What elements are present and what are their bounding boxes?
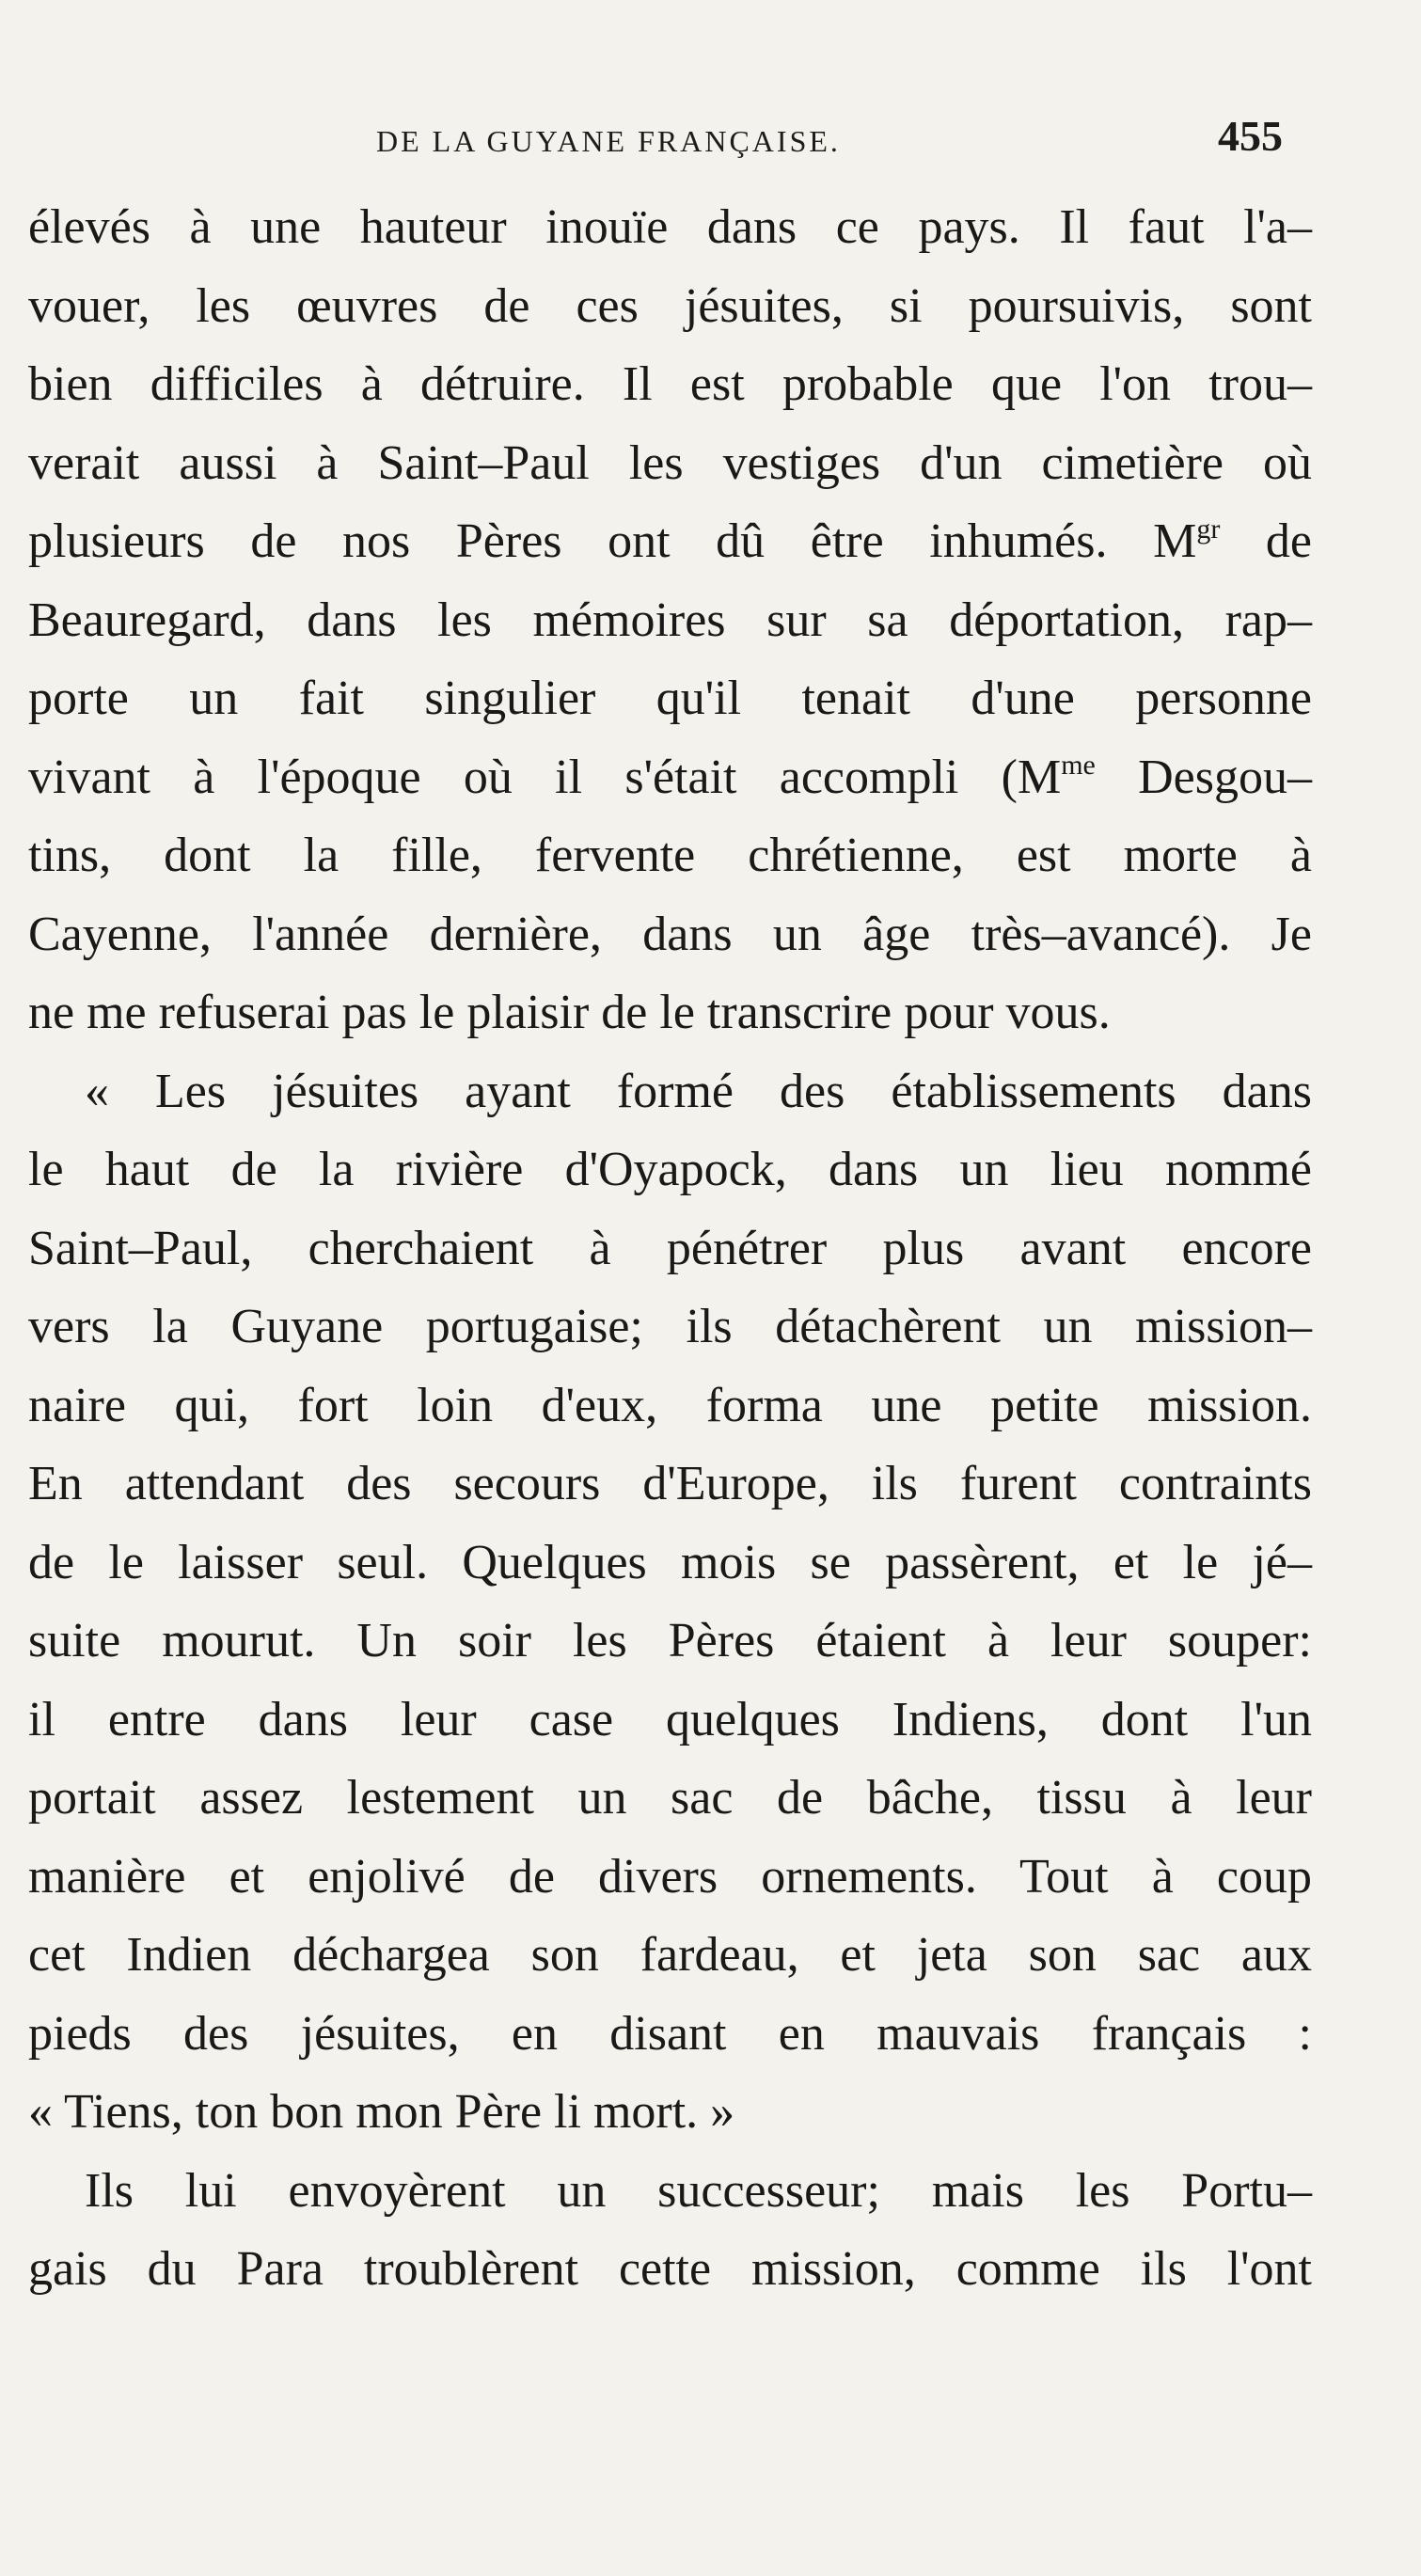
text-segment: de xyxy=(1220,514,1312,568)
text-line: Saint–Paul, cherchaient à pénétrer plus avant encore xyxy=(28,1221,1312,1275)
text-line: de le laisser seul. Quelques mois se passèrent, et le jé– xyxy=(28,1535,1312,1589)
text-line: gais du Para troublèrent cette mission, comme ils l'ont xyxy=(28,2242,1312,2296)
text-line: manière et enjolivé de divers ornements. Tout à coup xyxy=(28,1849,1312,1904)
text-line: cet Indien déchargea son fardeau, et jeta son sac aux xyxy=(28,1928,1312,1982)
running-head xyxy=(0,111,1421,167)
text-line: vouer, les œuvres de ces jésuites, si poursuivis, sont xyxy=(28,278,1312,333)
text-line: pieds des jésuites, en disant en mauvais français : xyxy=(28,2006,1312,2061)
text-line: suite mourut. Un soir les Pères étaient à leur souper: xyxy=(28,1614,1312,1667)
text-line: Ils lui envoyèrent un successeur; mais les Portu– xyxy=(85,2163,1312,2218)
superscript: me xyxy=(1061,749,1096,781)
text-segment: Desgou– xyxy=(1095,750,1312,804)
text-line: ne me refuserai pas le plaisir de le transcrire pour vous. xyxy=(28,986,1111,1039)
text-line: « Les jésuites ayant formé des établissements dans xyxy=(85,1064,1312,1118)
text-line: naire qui, fort loin d'eux, forma une petite mission. xyxy=(28,1378,1312,1432)
text-line: il entre dans leur case quelques Indiens, dont l'un xyxy=(28,1692,1312,1746)
running-title: DE LA GUYANE FRANÇAISE. xyxy=(376,124,841,158)
text-line: verait aussi à Saint–Paul les vestiges d'un cimetière où xyxy=(28,435,1312,490)
text-line: tins, dont la fille, fervente chrétienne, est morte à xyxy=(28,829,1312,882)
text-line: bien difficiles à détruire. Il est probable que l'on trou– xyxy=(28,357,1312,411)
text-line: porte un fait singulier qu'il tenait d'une personne xyxy=(28,672,1312,725)
text-line: En attendant des secours d'Europe, ils furent contraints xyxy=(28,1457,1312,1510)
page-number: 455 xyxy=(1218,112,1283,160)
text-segment: vivant à l'époque où il s'était accompli (M xyxy=(28,750,1062,804)
text-line: Cayenne, l'année dernière, dans un âge très–avancé). Je xyxy=(28,907,1312,961)
text-line xyxy=(28,502,1312,581)
text-line: Beauregard, dans les mémoires sur sa déportation, rap– xyxy=(28,593,1312,647)
superscript: gr xyxy=(1196,514,1221,545)
text-line: portait assez lestement un sac de bâche, tissu à leur xyxy=(28,1771,1312,1825)
text-line: vers la Guyane portugaise; ils détachèrent un mission– xyxy=(28,1300,1312,1353)
text-line: « Tiens, ton bon mon Père li mort. » xyxy=(28,2085,735,2139)
text-line: élevés à une hauteur inouïe dans ce pays. Il faut l'a– xyxy=(28,200,1312,254)
text-line: le haut de la rivière d'Oyapock, dans un lieu nommé xyxy=(28,1143,1312,1196)
body-text xyxy=(28,188,1312,2309)
text-line xyxy=(28,738,1312,817)
text-segment: plusieurs de nos Pères ont dû être inhumés. M xyxy=(28,514,1197,568)
